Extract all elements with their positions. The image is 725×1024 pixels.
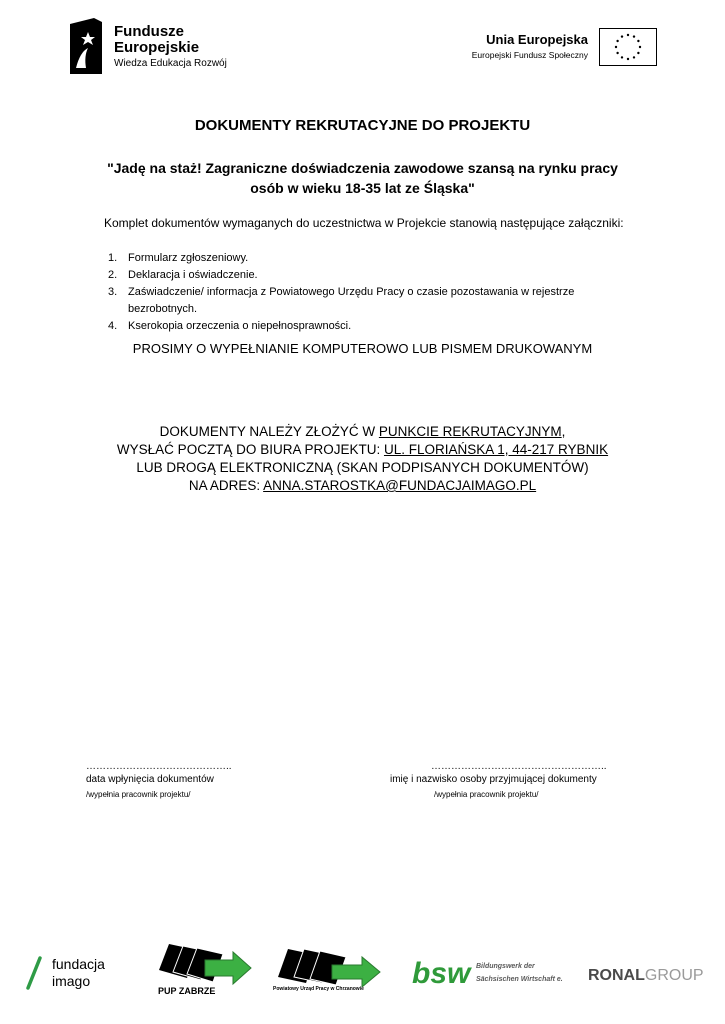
eu-star-icon	[615, 46, 617, 48]
submission-line2	[0, 441, 725, 459]
fill-instruction: PROSIMY O WYPEŁNIANIE KOMPUTEROWO LUB PISMEM DRUKOWANYM	[132, 341, 593, 356]
ronal-group-logo	[588, 967, 704, 985]
name-signature-line: ……………………………………………..	[431, 761, 607, 772]
fe-logo-line3: Wiedza Edukacja Rozwój	[114, 58, 227, 69]
list-item-number: 1.	[108, 252, 118, 264]
eu-subtitle: Europejski Fundusz Społeczny	[471, 50, 588, 60]
project-title-line1: "Jadę na staż! Zagraniczne doświadczenia zawodowe szansą na rynku pracy	[107, 160, 618, 176]
submission-line3: LUB DROGĄ ELEKTRONICZNĄ (SKAN PODPISANYCH DOKUMENTÓW)	[136, 460, 589, 475]
project-title	[80, 158, 645, 198]
list-item-text: Deklaracja i oświadczenie.	[128, 269, 258, 281]
list-item-text: Formularz zgłoszeniowy.	[128, 252, 249, 264]
svg-text:bsw: bsw	[412, 957, 471, 989]
submission-line1	[0, 423, 725, 441]
intro-paragraph: Komplet dokumentów wymaganych do uczestnictwa w Projekcie stanowią następujące załączniki:	[104, 216, 624, 230]
pup-chrzanow-label: Powiatowy Urząd Pracy w Chrzanowie	[273, 986, 364, 992]
fe-logo-line2: Europejskie	[114, 39, 200, 56]
email-link[interactable]: ANNA.STAROSTKA@FUNDACJAIMAGO.PL	[263, 478, 537, 493]
eu-star-icon	[621, 35, 623, 37]
pup-zabrze-label: PUP ZABRZE	[158, 986, 216, 996]
eu-star-icon	[633, 56, 635, 58]
list-item-text: Kserokopia orzeczenia o niepełnosprawności.	[128, 320, 352, 332]
submission-line2-text: WYSŁAĆ POCZTĄ DO BIURA PROJEKTU:	[116, 442, 384, 457]
project-title-line2: osób w wieku 18-35 lat ze Śląska"	[250, 180, 475, 196]
submission-line4-text: NA ADRES:	[188, 478, 264, 493]
list-item	[104, 284, 638, 318]
eu-star-icon	[627, 34, 629, 36]
ronal-logo-part1: RONAL	[588, 967, 645, 984]
fundacja-imago-line2: imago	[52, 973, 91, 989]
submission-line4	[0, 477, 725, 495]
fe-logo-line1: Fundusze	[114, 23, 184, 40]
eu-star-icon	[637, 40, 639, 42]
eu-star-icon	[627, 58, 629, 60]
bsw-logo-icon	[410, 953, 472, 989]
recruitment-point-link[interactable]: PUNKCIE REKRUTACYJNYM	[378, 424, 562, 439]
list-item	[104, 318, 638, 335]
bsw-line1: Bildungswerk der	[476, 963, 535, 970]
ronal-logo-part2: GROUP	[644, 967, 704, 984]
bsw-line2: Sächsischen Wirtschaft e.	[476, 976, 563, 983]
list-item	[104, 250, 638, 267]
list-item-number: 3.	[108, 286, 118, 298]
eu-star-icon	[616, 52, 618, 54]
eu-star-icon	[637, 52, 639, 54]
submission-line1-suffix: ,	[561, 424, 566, 439]
fundusze-europejskie-star-figure-icon	[70, 18, 102, 74]
fundacja-imago-line1: fundacja	[52, 956, 105, 972]
receiver-name-note: /wypełnia pracownik projektu/	[434, 790, 539, 799]
eu-star-icon	[639, 46, 641, 48]
eu-star-icon	[621, 56, 623, 58]
submission-info	[0, 423, 725, 495]
eu-star-icon	[616, 40, 618, 42]
eu-star-icon	[633, 35, 635, 37]
receiver-name-label: imię i nazwisko osoby przyjmującej dokumenty	[390, 774, 597, 785]
list-item	[104, 267, 638, 284]
attachments-list	[104, 250, 638, 335]
eu-title: Unia Europejska	[486, 32, 588, 47]
date-signature-line: ……………………………………..	[86, 761, 232, 772]
date-received-note: /wypełnia pracownik projektu/	[86, 790, 191, 799]
list-item-number: 2.	[108, 269, 118, 281]
eu-flag-icon	[599, 28, 657, 66]
list-item-text: Zaświadczenie/ informacja z Powiatowego Urzędu Pracy o czasie pozostawania w rejestrze bezrobotnych.	[128, 286, 575, 315]
office-address-link[interactable]: UL. FLORIAŃSKA 1, 44-217 RYBNIK	[383, 442, 609, 457]
submission-line1-text: DOKUMENTY NALEŻY ZŁOŻYĆ W	[159, 424, 379, 439]
document-title: DOKUMENTY REKRUTACYJNE DO PROJEKTU	[194, 117, 531, 134]
pup-chrzanow-logo-icon	[276, 945, 382, 987]
list-item-number: 4.	[108, 320, 118, 332]
date-received-label: data wpłynięcia dokumentów	[86, 774, 214, 785]
fundacja-imago-slash-icon	[24, 956, 44, 990]
pup-zabrze-logo-icon	[155, 940, 253, 986]
